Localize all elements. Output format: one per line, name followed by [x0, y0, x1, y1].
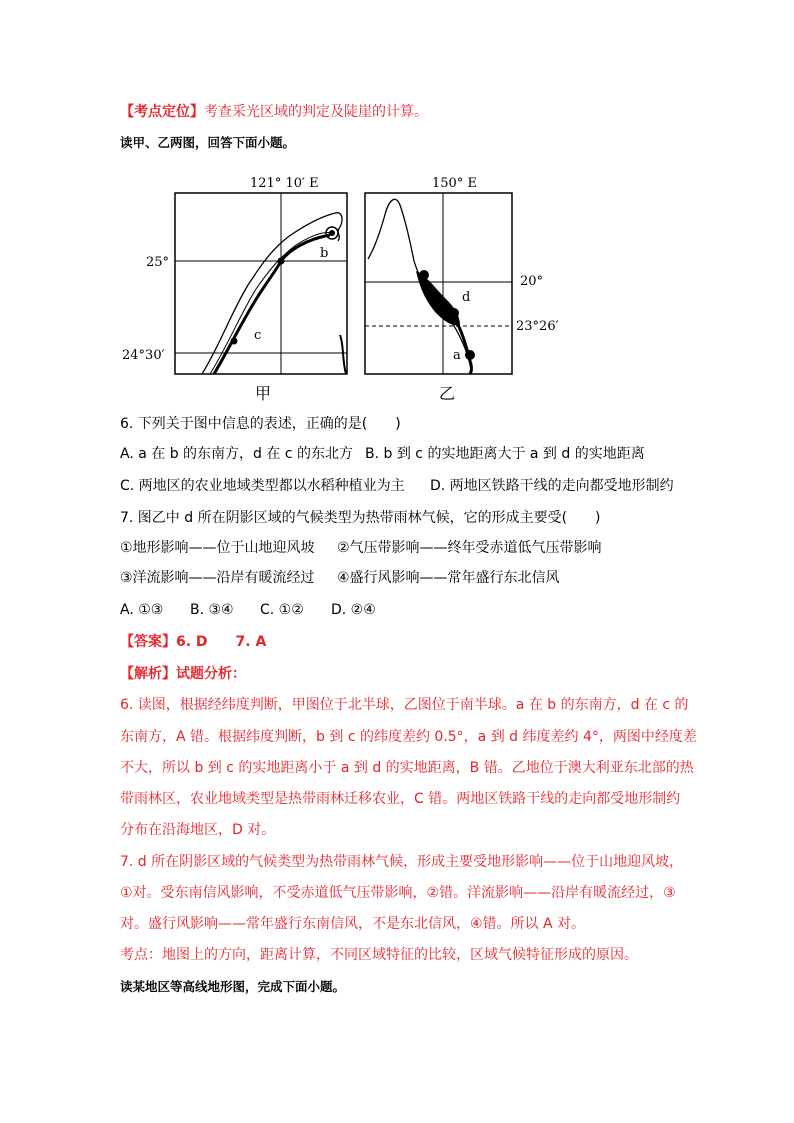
q7-option-d: D. ②④: [331, 602, 376, 618]
q7-option-c: C. ①②: [260, 602, 304, 618]
analysis-line: [120, 664, 246, 684]
exp6-line-2: 东南方，A 错。根据纬度判断，b 到 c 的纬度差约 0.5°，a 到 d 纬度差约 4°，两图中经度差: [120, 729, 697, 745]
analysis-text: 试题分析：: [176, 666, 246, 682]
map-jia-point-b-dot: [329, 230, 335, 236]
map-yi-longitude-label: 150° E: [432, 176, 477, 191]
exp7-line-3: 对。盛行风影响——常年盛行东南信风，不是东北信风，④错。所以 A 对。: [120, 916, 586, 932]
intro-text-2: 读某地区等高线地形图，完成下面小题。: [120, 979, 346, 994]
exp6-line-4: 带雨林区，农业地域类型是热带雨林迁移农业，C 错。两地区铁路干线的走向都受地形制约: [120, 791, 681, 807]
answer-line: [120, 632, 266, 652]
map-jia-longitude-label: 121° 10′ E: [250, 176, 319, 191]
q7-item-3: ③洋流影响——沿岸有暖流经过: [120, 570, 315, 586]
map-jia-point-b-label: b: [320, 246, 329, 261]
map-yi-city-dot-1: [419, 270, 429, 280]
map-jia-caption: 甲: [255, 384, 272, 403]
map-jia-point-c-label: c: [254, 328, 262, 343]
q7-item-4: ④盛行风影响——常年盛行东北信风: [337, 570, 560, 586]
exp6-line-5: 分布在沿海地区，D 对。: [120, 822, 276, 838]
map-yi-point-a-dot: [465, 350, 475, 360]
map-yi-lat1-label: 20°: [520, 274, 544, 289]
exp7-line-1: 7. d 所在阴影区域的气候类型为热带雨林气候，形成主要受地形影响——位于山地迎风坡，: [120, 854, 684, 870]
maps-figure: [122, 175, 559, 405]
map-jia-lat1-label: 25°: [146, 255, 170, 270]
map-yi-lat2-label: 23°26′: [516, 319, 559, 334]
answer-text: 6. D 7. A: [176, 634, 267, 650]
map-yi-frame: [365, 193, 512, 374]
map-jia-city-dot: [278, 258, 285, 265]
map-yi: [365, 176, 559, 403]
map-jia: [122, 176, 347, 403]
analysis-label: 【解析】: [120, 666, 176, 682]
q6-option-c: C. 两地区的农业地域类型都以水稻种植业为主: [120, 478, 405, 494]
map-yi-caption: 乙: [439, 384, 456, 403]
answer-label: 【答案】: [120, 634, 176, 650]
map-yi-point-a-label: a: [453, 348, 461, 363]
q6-stem: 6. 下列关于图中信息的表述，正确的是( ): [120, 416, 401, 432]
q7-item-2: ②气压带影响——终年受赤道低气压带影响: [337, 540, 602, 556]
q7-stem: 7. 图乙中 d 所在阴影区域的气候类型为热带雨林气候，它的形成主要受( ): [120, 510, 601, 526]
exp7-line-2: ①对。受东南信风影响，不受赤道低气压带影响，②错。洋流影响——沿岸有暖流经过，③: [120, 885, 676, 901]
maps-svg: [122, 175, 559, 405]
exp6-line-3: 不大，所以 b 到 c 的实地距离小于 a 到 d 的实地距离，B 错。乙地位于澳大利亚东北部的热: [120, 760, 694, 776]
q7-option-a: A. ①③: [120, 602, 164, 618]
map-jia-point-c-dot: [231, 338, 238, 345]
q6-option-d: D. 两地区铁路干线的走向都受地形制约: [430, 478, 674, 494]
intro-text-1: 读甲、乙两图，回答下面小题。: [120, 135, 296, 150]
kaodian-dingwei-label: 【考点定位】: [120, 104, 204, 120]
kaodian-line: 考点：地图上的方向，距离计算，不同区域特征的比较，区域气候特征形成的原因。: [120, 947, 638, 963]
map-yi-point-d-label: d: [462, 290, 471, 305]
exp6-line-1: 6. 读图，根据经纬度判断，甲图位于北半球，乙图位于南半球。a 在 b 的东南方，d 在 c 的: [120, 697, 689, 713]
kaodian-dingwei-text: 考查采光区域的判定及陡崖的计算。: [204, 104, 428, 120]
map-yi-point-d-dot: [449, 308, 459, 318]
kaodian-dingwei-line: [120, 102, 428, 122]
q7-item-1: ①地形影响——位于山地迎风坡: [120, 540, 315, 556]
q6-option-a: A. a 在 b 的东南方，d 在 c 的东北方: [120, 446, 353, 462]
q7-option-b: B. ③④: [190, 602, 234, 618]
map-jia-east-coast: [340, 335, 346, 374]
map-jia-frame: [175, 193, 347, 374]
map-jia-lat2-label: 24°30′: [122, 348, 165, 363]
q6-option-b: B. b 到 c 的实地距离大于 a 到 d 的实地距离: [365, 446, 645, 462]
